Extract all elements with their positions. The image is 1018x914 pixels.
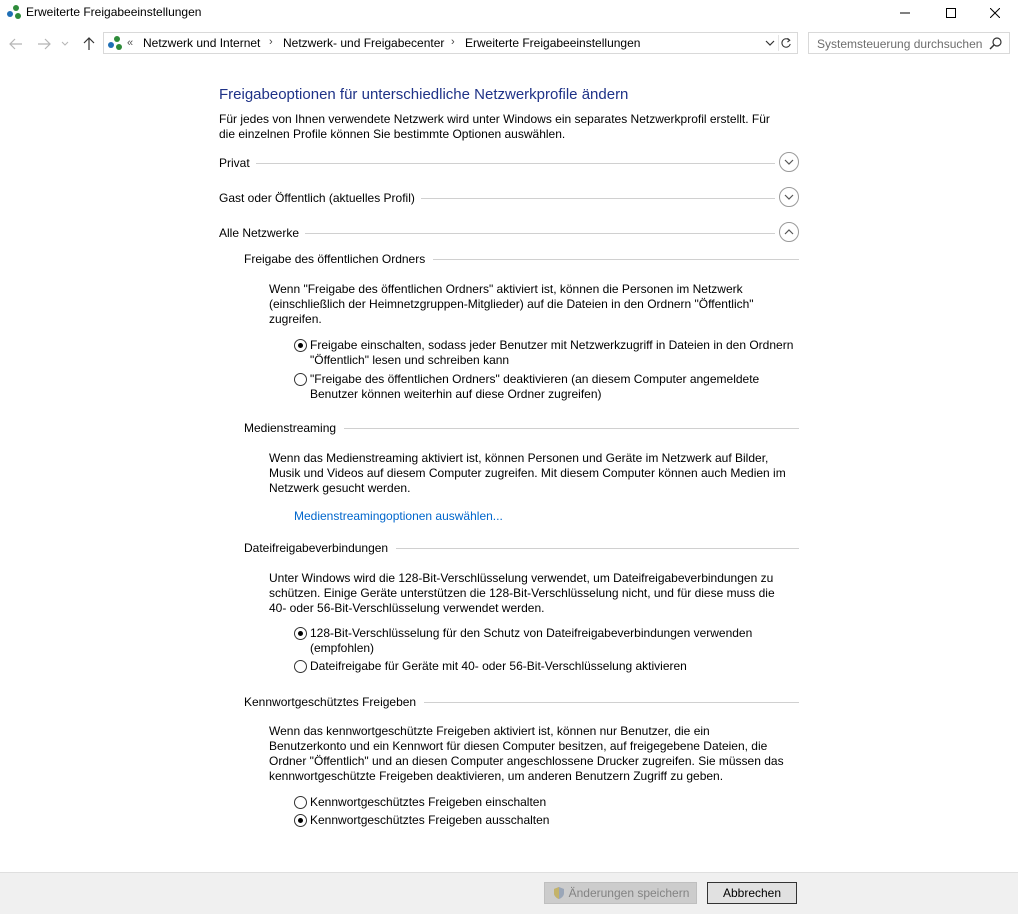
breadcrumb-separator[interactable]: › bbox=[451, 36, 455, 48]
footer-bar bbox=[0, 872, 1018, 914]
chevron-down-icon[interactable] bbox=[764, 36, 776, 50]
breadcrumb-erweiterte[interactable]: Erweiterte Freigabeeinstellungen bbox=[465, 36, 641, 50]
divider bbox=[219, 163, 775, 164]
window-title: Erweiterte Freigabeeinstellungen bbox=[26, 5, 202, 19]
radio-button[interactable] bbox=[294, 660, 307, 673]
uac-shield-icon bbox=[552, 886, 566, 900]
radio-label[interactable]: Kennwortgeschütztes Freigeben ausschalten bbox=[310, 813, 550, 827]
media-streaming-options-link[interactable]: Medienstreamingoptionen auswählen... bbox=[294, 509, 503, 523]
network-icon bbox=[107, 35, 123, 51]
section-description: Wenn das Medienstreaming aktiviert ist, können Personen und Geräte im Netzwerk auf Bilder, Musik und Videos auf diesem Computer zugreifen. Mit diesem Computer können auch Medien im Netzwerk gesucht werden. bbox=[269, 451, 786, 495]
section-password-sharing bbox=[244, 695, 799, 711]
radio-button[interactable] bbox=[294, 373, 307, 386]
chevron-down-icon bbox=[784, 159, 794, 165]
chevron-up-icon bbox=[784, 229, 794, 235]
radio-password-on[interactable] bbox=[294, 795, 794, 811]
section-media-streaming bbox=[244, 421, 799, 437]
title-bar bbox=[0, 0, 1018, 26]
main-content bbox=[0, 60, 1018, 872]
section-description: Unter Windows wird die 128-Bit-Verschlüsselung verwendet, um Dateifreigabeverbindungen zu schützen. Einige Geräte unterstützen die 128-Bit-Verschlüsselung nicht, und für diese muss die 40- oder 56-Bit-Verschlüsselung verwendet werden. bbox=[269, 571, 775, 615]
navigation-bar bbox=[0, 30, 1018, 58]
radio-40-56bit[interactable] bbox=[294, 659, 794, 675]
breadcrumb-netzwerk-internet[interactable]: Netzwerk und Internet bbox=[143, 36, 261, 50]
profile-label[interactable]: Gast oder Öffentlich (aktuelles Profil) bbox=[219, 191, 421, 205]
radio-public-off[interactable] bbox=[294, 372, 794, 404]
radio-public-on[interactable] bbox=[294, 338, 794, 370]
section-title: Dateifreigabeverbindungen bbox=[244, 541, 396, 555]
refresh-icon[interactable] bbox=[778, 35, 794, 51]
section-title: Medienstreaming bbox=[244, 421, 344, 435]
up-button[interactable] bbox=[81, 36, 97, 52]
minimize-icon bbox=[900, 8, 910, 18]
radio-button[interactable] bbox=[294, 339, 307, 352]
save-button[interactable] bbox=[544, 882, 697, 904]
close-icon bbox=[990, 8, 1000, 18]
chevron-down-icon bbox=[784, 194, 794, 200]
profile-label[interactable]: Alle Netzwerke bbox=[219, 226, 305, 240]
expand-button[interactable] bbox=[779, 187, 799, 207]
save-label[interactable]: Änderungen speichern bbox=[568, 886, 690, 900]
section-description: Wenn das kennwortgeschützte Freigeben aktiviert ist, können nur Benutzer, die ein Benutzerkonto und ein Kennwort für diesen Computer besitzen, auf freigegebene Dateien, die Ordner "Öffentlich" und an diesen Computer angeschlossene Drucker zugreifen. Sie müssen das kennwortgeschützte Freigeben deaktivieren, um anderen Benutzern Zugriff zu geben. bbox=[269, 724, 784, 783]
cancel-button[interactable] bbox=[707, 882, 797, 904]
arrow-up-icon bbox=[83, 37, 95, 51]
section-title: Freigabe des öffentlichen Ordners bbox=[244, 252, 433, 266]
search-input[interactable] bbox=[808, 32, 1010, 54]
collapse-button[interactable] bbox=[779, 222, 799, 242]
radio-128bit[interactable] bbox=[294, 626, 794, 658]
section-description: Wenn "Freigabe des öffentlichen Ordners" aktiviert ist, können die Personen im Netzwerk (einschließlich der Heimnetzgruppen-Mitglieder) auf die Dateien in den Ordnern "Öffentlich" zugreifen. bbox=[269, 282, 754, 326]
radio-button[interactable] bbox=[294, 627, 307, 640]
breadcrumb-freigabecenter[interactable]: Netzwerk- und Freigabecenter bbox=[283, 36, 445, 50]
radio-button[interactable] bbox=[294, 796, 307, 809]
radio-label[interactable]: Freigabe einschalten, sodass jeder Benutzer mit Netzwerkzugriff in Dateien in den Ordnern "Öffentlich" lesen und schreiben kann bbox=[310, 338, 794, 367]
section-public-folder bbox=[244, 252, 799, 268]
search-placeholder: Systemsteuerung durchsuchen bbox=[817, 37, 983, 51]
back-button[interactable] bbox=[8, 36, 24, 52]
radio-button[interactable] bbox=[294, 814, 307, 827]
radio-label[interactable]: Kennwortgeschütztes Freigeben einschalten bbox=[310, 795, 547, 809]
radio-password-off[interactable] bbox=[294, 813, 794, 829]
arrow-left-icon bbox=[9, 38, 23, 50]
breadcrumb-overflow[interactable]: « bbox=[127, 37, 134, 49]
maximize-icon bbox=[946, 8, 956, 18]
radio-label[interactable]: Dateifreigabe für Geräte mit 40- oder 56-Bit-Verschlüsselung aktivieren bbox=[310, 659, 687, 673]
network-icon bbox=[6, 4, 22, 20]
profile-row-privat[interactable] bbox=[219, 156, 799, 178]
address-bar[interactable] bbox=[103, 32, 798, 54]
maximize-button[interactable] bbox=[928, 0, 974, 26]
profile-label[interactable]: Privat bbox=[219, 156, 256, 170]
profile-row-gast[interactable] bbox=[219, 191, 799, 213]
section-file-sharing bbox=[244, 541, 799, 557]
expand-button[interactable] bbox=[779, 152, 799, 172]
radio-label[interactable]: 128-Bit-Verschlüsselung für den Schutz von Dateifreigabeverbindungen verwenden (empfohlen) bbox=[310, 626, 753, 655]
forward-button[interactable] bbox=[36, 36, 52, 52]
profile-row-alle[interactable] bbox=[219, 226, 799, 248]
section-title: Kennwortgeschütztes Freigeben bbox=[244, 695, 424, 709]
page-title: Freigabeoptionen für unterschiedliche Netzwerkprofile ändern bbox=[219, 86, 629, 103]
radio-label[interactable]: "Freigabe des öffentlichen Ordners" deaktivieren (an diesem Computer angemeldete Benutzer können weiterhin auf diese Ordner zugreifen) bbox=[310, 372, 760, 401]
close-button[interactable] bbox=[972, 0, 1018, 26]
search-icon[interactable] bbox=[989, 36, 1003, 50]
minimize-button[interactable] bbox=[882, 0, 928, 26]
breadcrumb-separator[interactable]: › bbox=[269, 36, 273, 48]
recent-locations-button[interactable] bbox=[60, 36, 70, 52]
chevron-down-icon bbox=[61, 41, 69, 47]
intro-text: Für jedes von Ihnen verwendete Netzwerk wird unter Windows ein separates Netzwerkprofil erstellt. Für die einzelnen Profile können Sie bestimmte Optionen auswählen. bbox=[219, 112, 770, 141]
arrow-right-icon bbox=[37, 38, 51, 50]
cancel-label[interactable]: Abbrechen bbox=[722, 886, 782, 900]
